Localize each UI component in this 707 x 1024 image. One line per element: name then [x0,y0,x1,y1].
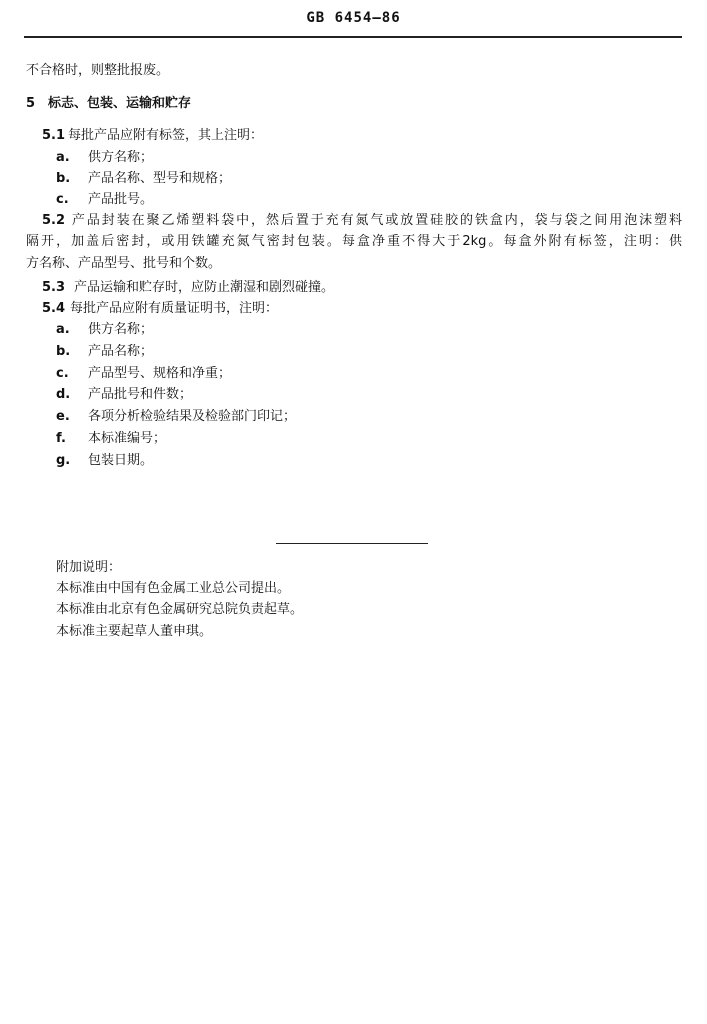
section-5-heading [26,96,191,112]
item-label: c. [56,366,69,381]
notes-heading: 附加说明： [56,560,122,575]
clause-5-3 [42,280,334,296]
clause-5-2-line-1 [42,213,682,229]
list-item [56,453,153,469]
list-item [56,344,153,360]
item-text: 包装日期。 [88,453,154,468]
clause-5-2-line-3: 方名称、产品型号、批号和个数。 [26,256,222,271]
clause-number: 5.3 [42,280,66,295]
item-text: 产品名称； [88,344,154,359]
list-item [56,387,192,403]
notes-line: 本标准主要起草人董申琪。 [56,624,213,639]
item-text: 产品型号、规格和净重； [88,366,232,381]
item-label: c. [56,192,69,207]
clause-5-4 [42,301,278,317]
section-number: 5 [26,96,36,111]
item-label: g. [56,453,71,468]
item-text: 供方名称； [88,322,154,337]
list-item [56,409,296,425]
item-label: d. [56,387,71,402]
clause-5-2-line-2: 隔开，加盖后密封，或用铁罐充氮气密封包装。每盒净重不得大于2kg。每盒外附有标签，注明：供 [26,234,682,249]
item-text: 产品批号。 [88,192,154,207]
item-label: e. [56,409,70,424]
list-item [56,150,153,166]
intro-text: 不合格时，则整批报废。 [26,63,170,78]
section-separator [276,543,428,544]
item-text: 产品批号和件数； [88,387,193,402]
item-label: f. [56,431,66,446]
notes-line: 本标准由中国有色金属工业总公司提出。 [56,581,291,596]
list-item [56,366,231,382]
header-rule [24,36,682,38]
list-item [56,192,153,208]
clause-text: 产品运输和贮存时，应防止潮湿和剧烈碰撞。 [74,280,335,295]
standard-code: GB 6454—86 [306,10,401,26]
item-label: b. [56,344,71,359]
item-label: b. [56,171,71,186]
clause-text: 产品封装在聚乙烯塑料袋中，然后置于充有氮气或放置硅胶的铁盒内，袋与袋之间用泡沫塑料 [70,213,682,228]
item-text: 本标准编号； [88,431,167,446]
clause-5-1 [42,128,263,144]
list-item [56,322,153,338]
clause-number: 5.4 [42,301,66,316]
item-text: 各项分析检验结果及检验部门印记； [88,409,297,424]
list-item [56,171,231,187]
clause-text: 每批产品应附有质量证明书，注明： [70,301,279,316]
list-item [56,431,166,447]
notes-line: 本标准由北京有色金属研究总院负责起草。 [56,602,304,617]
item-label: a. [56,322,70,337]
item-text: 供方名称； [88,150,154,165]
clause-number: 5.1 [42,128,66,143]
clause-number: 5.2 [42,213,66,228]
clause-text: 每批产品应附有标签，其上注明： [68,128,264,143]
section-title: 标志、包装、运输和贮存 [48,96,192,111]
item-text: 产品名称、型号和规格； [88,171,232,186]
item-label: a. [56,150,70,165]
